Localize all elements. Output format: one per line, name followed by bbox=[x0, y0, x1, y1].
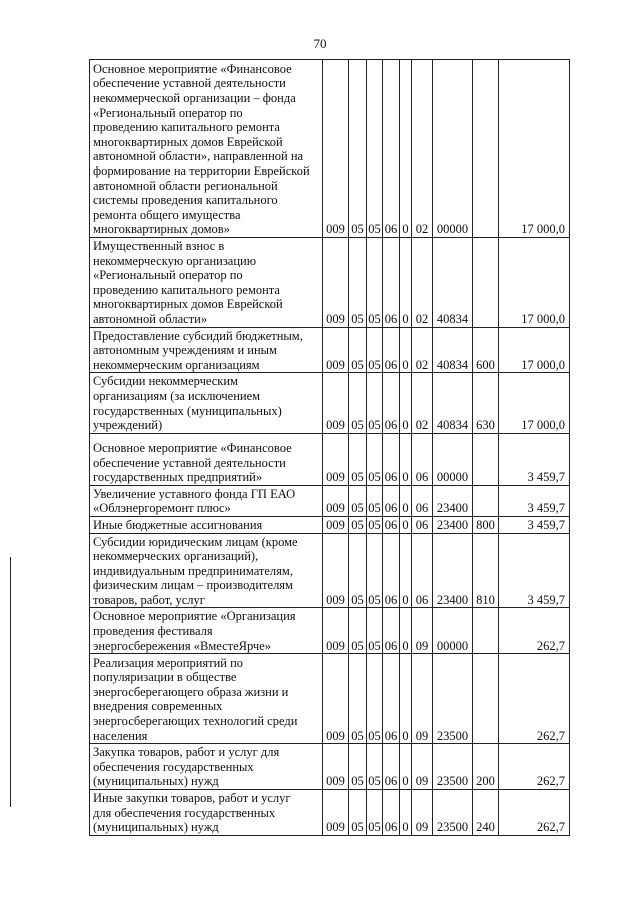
expense-type-code bbox=[473, 238, 499, 328]
description-line: Основное мероприятие «Финансовое bbox=[93, 440, 292, 455]
section-code: 05 bbox=[349, 516, 367, 533]
program-code: 06 bbox=[383, 373, 400, 433]
subsection-code: 05 bbox=[367, 485, 383, 516]
row-description bbox=[90, 60, 323, 238]
row-description bbox=[90, 433, 323, 485]
page-number: 70 bbox=[313, 36, 327, 51]
direction-code: 23400 bbox=[433, 533, 473, 608]
description-line: некоммерческих организаций), bbox=[93, 549, 259, 564]
subprogram-code: 0 bbox=[400, 516, 412, 533]
description-line: «Облэнергоремонт плюс» bbox=[93, 501, 231, 516]
direction-code: 23500 bbox=[433, 790, 473, 836]
description-line: энергосберегающего образа жизни и bbox=[93, 684, 289, 699]
description-line: автономной области» bbox=[93, 311, 208, 326]
table-row bbox=[90, 654, 570, 744]
description-line: Иные закупки товаров, работ и услуг bbox=[93, 791, 291, 806]
row-description bbox=[90, 654, 323, 744]
table-row bbox=[90, 60, 570, 238]
expense-type-code: 200 bbox=[473, 744, 499, 790]
amount: 262,7 bbox=[499, 790, 570, 836]
description-line: учреждений) bbox=[93, 418, 163, 433]
subprogram-code: 0 bbox=[400, 433, 412, 485]
description-line: товаров, работ, услуг bbox=[93, 592, 205, 607]
activity-code: 09 bbox=[412, 744, 433, 790]
description-line: физическим лицам – производителям bbox=[93, 578, 293, 593]
activity-code: 09 bbox=[412, 790, 433, 836]
amount: 17 000,0 bbox=[499, 327, 570, 373]
section-code: 05 bbox=[349, 373, 367, 433]
activity-code: 02 bbox=[412, 238, 433, 328]
row-description bbox=[90, 790, 323, 836]
expense-type-code: 240 bbox=[473, 790, 499, 836]
amount: 3 459,7 bbox=[499, 433, 570, 485]
description-line: Основное мероприятие «Финансовое bbox=[93, 61, 292, 76]
description-line: обеспечения государственных bbox=[93, 759, 254, 774]
direction-code: 23500 bbox=[433, 654, 473, 744]
amount: 3 459,7 bbox=[499, 533, 570, 608]
amount: 262,7 bbox=[499, 608, 570, 654]
description-line: «Региональный оператор по bbox=[93, 105, 243, 120]
direction-code: 40834 bbox=[433, 238, 473, 328]
expense-type-code: 800 bbox=[473, 516, 499, 533]
description-line: проведению капитального ремонта bbox=[93, 282, 280, 297]
subprogram-code: 0 bbox=[400, 533, 412, 608]
ministry-code: 009 bbox=[323, 373, 349, 433]
program-code: 06 bbox=[383, 608, 400, 654]
description-line: Увеличение уставного фонда ГП ЕАО bbox=[93, 486, 296, 501]
description-line: «Региональный оператор по bbox=[93, 268, 243, 283]
row-description bbox=[90, 238, 323, 328]
description-line: государственных (муниципальных) bbox=[93, 403, 282, 418]
subsection-code: 05 bbox=[367, 608, 383, 654]
ministry-code: 009 bbox=[323, 744, 349, 790]
table-row bbox=[90, 533, 570, 608]
description-line: Закупка товаров, работ и услуг для bbox=[93, 745, 280, 760]
amount: 17 000,0 bbox=[499, 373, 570, 433]
description-line: некоммерческой организации – фонда bbox=[93, 91, 296, 106]
table-row bbox=[90, 373, 570, 433]
section-code: 05 bbox=[349, 327, 367, 373]
description-line: некоммерческую организацию bbox=[93, 253, 257, 268]
direction-code: 23500 bbox=[433, 744, 473, 790]
subprogram-code: 0 bbox=[400, 373, 412, 433]
direction-code: 00000 bbox=[433, 433, 473, 485]
subsection-code: 05 bbox=[367, 654, 383, 744]
description-line: Реализация мероприятий по bbox=[93, 655, 244, 670]
description-line: (муниципальных) нужд bbox=[93, 774, 219, 789]
expense-type-code: 810 bbox=[473, 533, 499, 608]
description-line: населения bbox=[93, 728, 148, 743]
section-code: 05 bbox=[349, 608, 367, 654]
description-line: индивидуальным предпринимателям, bbox=[93, 563, 293, 578]
description-line: обеспечение уставной деятельности bbox=[93, 455, 286, 470]
direction-code: 23400 bbox=[433, 485, 473, 516]
subprogram-code: 0 bbox=[400, 744, 412, 790]
ministry-code: 009 bbox=[323, 608, 349, 654]
direction-code: 23400 bbox=[433, 516, 473, 533]
section-code: 05 bbox=[349, 60, 367, 238]
table-row bbox=[90, 433, 570, 485]
description-line: (муниципальных) нужд bbox=[93, 820, 219, 835]
subprogram-code: 0 bbox=[400, 485, 412, 516]
subsection-code: 05 bbox=[367, 373, 383, 433]
activity-code: 02 bbox=[412, 60, 433, 238]
margin-line bbox=[10, 557, 11, 807]
activity-code: 09 bbox=[412, 608, 433, 654]
subsection-code: 05 bbox=[367, 533, 383, 608]
program-code: 06 bbox=[383, 327, 400, 373]
ministry-code: 009 bbox=[323, 433, 349, 485]
description-line: автономным учреждениям и иным bbox=[93, 343, 277, 358]
description-line: обеспечение уставной деятельности bbox=[93, 76, 286, 91]
table-row bbox=[90, 790, 570, 836]
description-line: энергосберегающих технологий среди bbox=[93, 714, 298, 729]
description-line: государственных предприятий» bbox=[93, 470, 263, 485]
subprogram-code: 0 bbox=[400, 327, 412, 373]
row-description bbox=[90, 485, 323, 516]
subprogram-code: 0 bbox=[400, 790, 412, 836]
description-line: Имущественный взнос в bbox=[93, 239, 225, 253]
subsection-code: 05 bbox=[368, 517, 381, 532]
row-description bbox=[90, 516, 323, 533]
description-line: ремонта общего имущества bbox=[93, 207, 241, 222]
amount: 262,7 bbox=[499, 654, 570, 744]
description-line: автономной области региональной bbox=[93, 178, 278, 193]
subsection-code: 05 bbox=[367, 60, 383, 238]
row-description bbox=[90, 608, 323, 654]
description-line: Субсидии юридическим лицам (кроме bbox=[93, 534, 298, 549]
direction-code: 40834 bbox=[433, 327, 473, 373]
subprogram-code: 0 bbox=[400, 238, 412, 328]
table-row bbox=[90, 744, 570, 790]
description-line: проведения фестиваля bbox=[93, 624, 213, 639]
budget-table bbox=[89, 59, 570, 836]
activity-code: 02 bbox=[412, 327, 433, 373]
program-code: 06 bbox=[383, 516, 400, 533]
description-line: Предоставление субсидий бюджетным, bbox=[93, 328, 303, 343]
table-row bbox=[90, 516, 570, 533]
activity-code: 06 bbox=[412, 485, 433, 516]
program-code: 06 bbox=[383, 60, 400, 238]
table-row bbox=[90, 238, 570, 328]
ministry-code: 009 bbox=[323, 790, 349, 836]
description-line: системы проведения капитального bbox=[93, 193, 278, 208]
subprogram-code: 0 bbox=[400, 654, 412, 744]
expense-type-code bbox=[473, 654, 499, 744]
section-code: 05 bbox=[349, 654, 367, 744]
expense-type-code bbox=[473, 433, 499, 485]
activity-code: 06 bbox=[412, 433, 433, 485]
table-row bbox=[90, 327, 570, 373]
description-line: Основное мероприятие «Организация bbox=[93, 609, 296, 624]
program-code: 06 bbox=[383, 790, 400, 836]
activity-code: 06 bbox=[412, 533, 433, 608]
ministry-code: 009 bbox=[323, 238, 349, 328]
subprogram-code: 0 bbox=[400, 60, 412, 238]
row-description bbox=[90, 744, 323, 790]
direction-code: 00000 bbox=[433, 608, 473, 654]
description-line: Иные бюджетные ассигнования bbox=[93, 517, 263, 532]
direction-code: 40834 bbox=[433, 373, 473, 433]
table-row bbox=[90, 485, 570, 516]
program-code: 06 bbox=[383, 433, 400, 485]
ministry-code: 009 bbox=[323, 485, 349, 516]
expense-type-code bbox=[473, 608, 499, 654]
table-body bbox=[90, 60, 570, 836]
description-line: для обеспечения государственных bbox=[93, 805, 276, 820]
section-code: 05 bbox=[349, 744, 367, 790]
description-line: популяризации в обществе bbox=[93, 670, 237, 685]
description-line: некоммерческим организациям bbox=[93, 357, 260, 372]
row-description bbox=[90, 373, 323, 433]
activity-code: 09 bbox=[412, 654, 433, 744]
subsection-code: 05 bbox=[367, 433, 383, 485]
description-line: многоквартирных домов» bbox=[93, 222, 230, 237]
subsection-code: 05 bbox=[367, 327, 383, 373]
program-code: 06 bbox=[383, 238, 400, 328]
description-line: энергосбережения «ВместеЯрче» bbox=[93, 638, 272, 653]
section-code: 05 bbox=[349, 238, 367, 328]
ministry-code: 009 bbox=[323, 533, 349, 608]
row-description bbox=[90, 533, 323, 608]
amount: 262,7 bbox=[499, 744, 570, 790]
direction-code: 00000 bbox=[433, 60, 473, 238]
ministry-code: 009 bbox=[323, 327, 349, 373]
expense-type-code bbox=[473, 485, 499, 516]
description-line: организациям (за исключением bbox=[93, 388, 261, 403]
section-code: 05 bbox=[349, 433, 367, 485]
program-code: 06 bbox=[383, 744, 400, 790]
ministry-code: 009 bbox=[323, 654, 349, 744]
description-line: Субсидии некоммерческим bbox=[93, 374, 238, 389]
section-code: 05 bbox=[349, 485, 367, 516]
program-code: 06 bbox=[383, 485, 400, 516]
description-line: формирование на территории Еврейской bbox=[93, 164, 310, 179]
ministry-code: 009 bbox=[323, 60, 349, 238]
program-code: 06 bbox=[383, 533, 400, 608]
expense-type-code: 630 bbox=[473, 373, 499, 433]
row-description bbox=[90, 327, 323, 373]
ministry-code: 009 bbox=[323, 516, 349, 533]
expense-type-code: 600 bbox=[473, 327, 499, 373]
program-code: 06 bbox=[383, 654, 400, 744]
section-code: 05 bbox=[349, 790, 367, 836]
subprogram-code: 0 bbox=[400, 608, 412, 654]
amount: 3 459,7 bbox=[499, 485, 570, 516]
activity-code: 06 bbox=[412, 516, 433, 533]
description-line: многоквартирных домов Еврейской bbox=[93, 297, 283, 312]
subsection-code: 05 bbox=[367, 744, 383, 790]
section-code: 05 bbox=[349, 533, 367, 608]
amount: 17 000,0 bbox=[499, 238, 570, 328]
description-line: проведению капитального ремонта bbox=[93, 120, 280, 135]
amount: 17 000,0 bbox=[499, 60, 570, 238]
table-row bbox=[90, 608, 570, 654]
subsection-code: 05 bbox=[367, 790, 383, 836]
subsection-code: 05 bbox=[367, 238, 383, 328]
amount: 3 459,7 bbox=[499, 516, 570, 533]
description-line: автономной области», направленной на bbox=[93, 149, 304, 164]
description-line: многоквартирных домов Еврейской bbox=[93, 134, 283, 149]
activity-code: 02 bbox=[412, 373, 433, 433]
description-line: внедрения современных bbox=[93, 699, 223, 714]
expense-type-code bbox=[473, 60, 499, 238]
